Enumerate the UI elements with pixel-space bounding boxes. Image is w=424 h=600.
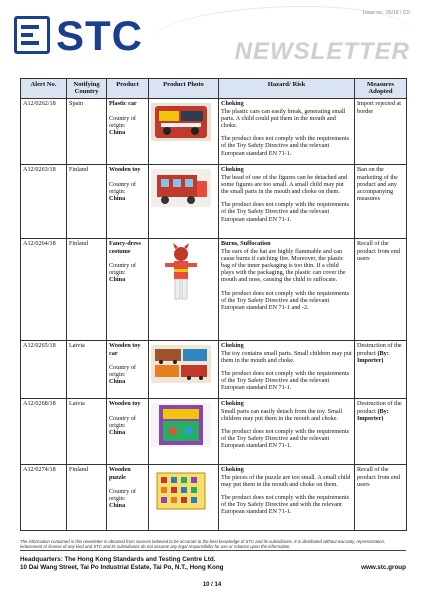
origin-label: Country of origin: [109,363,136,378]
product-photo [151,169,211,207]
product-name: Wooden toy car [109,342,141,357]
origin-value: China [109,194,126,202]
logo-text: STC [56,12,143,59]
measures-text: Recall of the product from end users [357,240,400,262]
notifying-country: Finland [67,164,107,238]
compliance-text: The product does not comply with the requirements of the Toy Safety Directive and the relevant European standard EN 71-1. [221,427,350,450]
origin-value: China [109,502,126,510]
alert-number: A12/0268/18 [21,398,67,464]
product-photo [151,243,211,303]
product-photo [151,103,211,141]
measures-text: Ban on the marketing of the product and any accompanying measures [357,166,398,203]
hq-line-2: 10 Dai Wang Street, Tai Po Industrial Estate, Tai Po, N.T., Hong Kong [20,564,224,571]
product-cell [107,464,149,530]
compliance-text: The product does not comply with the requirements of the Toy Safety Directive and the relevant European standard EN 71-1 and -2. [221,289,350,311]
col-header-measures: Measures Adopted [355,79,407,99]
origin-value: China [109,378,126,386]
hazard-title: Choking [221,466,244,474]
origin-value: China [109,276,126,284]
hazard-cell [219,98,355,164]
hazard-text: The ears of the hat are highly flammable and can cause burns if catching fire. Moreover, the plastic bag of the inner packaging is too thin. If a child plays with the packaging, the plastic can cover the mouth and nose, causing the child to suffocate. [221,247,346,284]
product-photo-cell [149,98,219,164]
origin-value: China [109,128,126,136]
measures-cell [355,238,407,340]
measures-text: Destruction of the product [357,342,402,357]
product-cell [107,340,149,398]
hazard-text: The head of one of the figures can be detached and some figures are too small. A small child may put the small parts in the mouth and choke on them. [221,173,348,195]
product-photo-cell [149,340,219,398]
table-header-row [21,79,407,99]
origin-value: China [109,428,126,436]
product-photo-cell [149,238,219,340]
measures-cell [355,340,407,398]
product-photo [151,345,211,383]
hazard-text: Small parts can easily detach from the toy. Small children may put them in the mouth and choke. [221,407,343,422]
compliance-text: The product does not comply with the requirements of the Toy Safety Directive and the relevant European standard EN 71-1. [221,135,350,157]
col-header-country: Notifying Country [67,79,107,99]
product-name: Fancy-dress costume [109,240,141,255]
hazard-title: Burns, Suffocation [221,240,271,248]
product-cell [107,164,149,238]
product-cell [107,98,149,164]
page-number: 10 / 14 [202,582,222,588]
table-row [21,238,407,340]
notifying-country: Latvia [67,398,107,464]
measures-by: (By: Importer) [357,349,389,364]
product-name: Wooden puzzle [109,466,131,481]
col-header-photo: Product Photo [149,79,219,99]
website-link[interactable]: www.stc.group [361,564,406,571]
origin-label: Country of origin: [109,114,136,129]
product-photo-cell [149,464,219,530]
origin-label: Country of origin: [109,261,136,276]
product-name: Plastic car [109,100,137,108]
measures-text: Import rejected at border [357,100,401,115]
product-photo-cell [149,164,219,238]
alert-number: A12/0263/18 [21,164,67,238]
hazard-cell [219,398,355,464]
footer-divider [20,550,406,551]
table-row [21,340,407,398]
col-header-alert: Alert No. [21,79,67,99]
measures-text: Recall of the product from end users [357,466,400,488]
hazard-title: Choking [221,100,244,108]
alerts-table [20,78,407,531]
alert-number: A12/0265/18 [21,340,67,398]
product-photo [151,469,211,513]
notifying-country: Latvia [67,340,107,398]
issue-number: Issue no.: 05/18 / CD [363,10,410,16]
header [0,0,424,76]
origin-label: Country of origin: [109,487,136,502]
hazard-text: The plastic cars can easily break, generating small parts. A child could put them in the mouth and choke. [221,107,346,129]
hq-line-1: Headquarters: The Hong Kong Standards and Testing Centre Ltd. [20,556,216,563]
notifying-country: Finland [67,238,107,340]
compliance-text: The product does not comply with the requirements of the Toy Safety Directive and the relevant European standard EN 71-1. [221,201,350,223]
product-cell [107,398,149,464]
product-name: Wooden toy [109,400,141,408]
product-photo [151,403,211,447]
table-row [21,164,407,238]
hazard-cell [219,340,355,398]
hazard-text: The pieces of the puzzle are too small. A small child may put them in the mouth and choke on them. [221,473,351,488]
disclaimer: The information contained in this newsletter is obtained from sources believed to be accurate to the best knowledge of STC and its subsidiaries. It is distributed without warranty, representation, inducement or license of any kind and STC and its subsidiaries do not assume any legal responsibility for use or reliance upon the information. [20,539,386,549]
measures-cell [355,164,407,238]
product-cell [107,238,149,340]
hazard-title: Choking [221,400,244,408]
stc-logo-icon [14,16,50,54]
origin-label: Country of origin: [109,414,136,429]
measures-cell [355,398,407,464]
measures-cell [355,98,407,164]
notifying-country: Finland [67,464,107,530]
hazard-cell [219,238,355,340]
table-row [21,98,407,164]
notifying-country: Spain [67,98,107,164]
table-row [21,464,407,530]
table-row [21,398,407,464]
measures-by: (By: Importer) [357,407,389,422]
col-header-product: Product [107,79,149,99]
alert-number: A12/0262/18 [21,98,67,164]
alert-number: A12/0264/18 [21,238,67,340]
col-header-hazard: Hazard/ Risk [219,79,355,99]
measures-text: Destruction of the product [357,400,402,415]
origin-label: Country of origin: [109,180,136,195]
alert-number: A12/0274/18 [21,464,67,530]
product-name: Wooden toy [109,166,141,174]
hazard-text: The toy contains small parts. Small children may put them in the mouth and choke. [221,349,352,364]
hazard-cell [219,464,355,530]
hazard-title: Choking [221,166,244,174]
hazard-cell [219,164,355,238]
measures-cell [355,464,407,530]
product-photo-cell [149,398,219,464]
compliance-text: The product does not comply with the requirements of the Toy Safety Directive and the relevant European standard EN 71-1. [221,369,350,392]
compliance-text: The product does not comply with the requirements of the Toy Safety Directive and with the relevant European standard EN 71-1. [221,493,350,516]
hazard-title: Choking [221,342,244,350]
newsletter-title: NEWSLETTER [234,38,410,65]
